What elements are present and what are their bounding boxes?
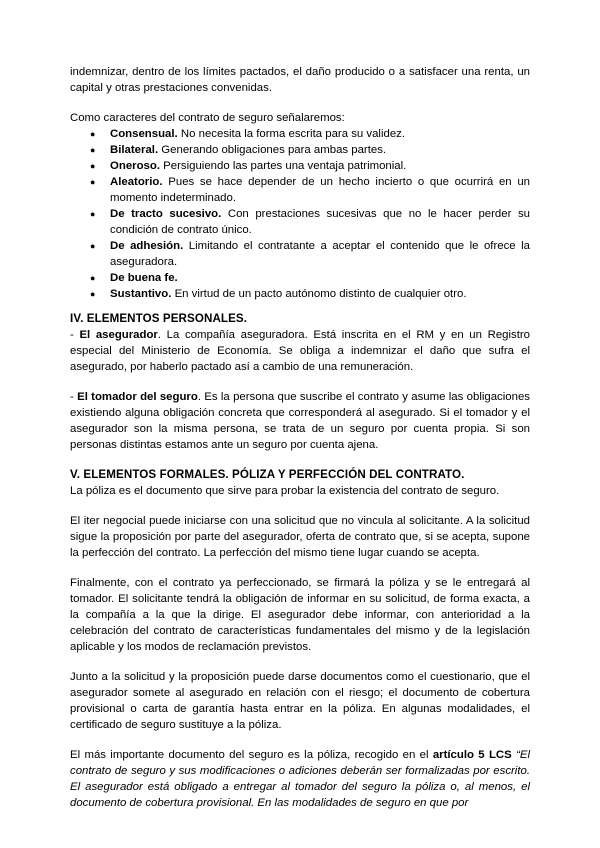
tomador-paragraph — [70, 389, 530, 453]
list-item — [70, 142, 530, 158]
documentos-paragraph: Junto a la solicitud y la proposición puede darse documentos como el cuestionario, que el asegurador somete al asegurado en relación con el riesgo; el documento de cobertura provisional o carta de garantía hasta entrar en la póliza. En algunas modalidades, el certificado de seguro sustituye a la póliza. — [70, 671, 530, 731]
list-item — [70, 286, 530, 302]
item-desc: No necesita la forma escrita para su validez. — [177, 128, 406, 140]
item-desc: Persiguiendo las partes una ventaja patrimonial. — [160, 160, 407, 172]
list-item — [70, 238, 530, 270]
item-desc: Con prestaciones sucesivas que no le hacer perder su condición de contrato único. — [110, 208, 530, 236]
poliza-article-paragraph — [70, 747, 530, 811]
list-item — [70, 206, 530, 238]
document-page — [70, 64, 530, 811]
list-item — [70, 158, 530, 174]
article-reference: artículo 5 LCS — [432, 749, 512, 761]
item-term: Bilateral. — [110, 144, 159, 156]
article-quote: “El contrato de seguro y sus modificaciones o adiciones deberán ser formalizadas por escrito. El asegurador está obligado a entregar al tomador del seguro la póliza o, al menos, el documento de cobertura provisional. En las modalidades de seguro en que por — [70, 749, 530, 809]
item-desc: En virtud de un pacto autónomo distinto de cualquier otro. — [171, 288, 467, 300]
poliza-definition-paragraph: La póliza es el documento que sirve para probar la existencia del contrato de seguro. — [70, 485, 500, 497]
section-heading-formal-elements: V. ELEMENTOS FORMALES. PÓLIZA Y PERFECCIÓN DEL CONTRATO. — [70, 468, 465, 481]
characters-list — [70, 126, 530, 302]
intro-paragraph: indemnizar, dentro de los límites pactados, el daño producido o a satisfacer una renta, un capital y otras prestaciones convenidas. — [70, 66, 530, 94]
list-item — [70, 270, 530, 286]
asegurador-text: . La compañía aseguradora. Está inscrita en el RM y en un Registro especial del Ministerio de Economía. Se obliga a indemnizar el daño que sufra el asegurado, por haberlo pactado así a cambio de una remuneración. — [70, 329, 531, 373]
item-term: Aleatorio. — [110, 176, 163, 188]
item-term: De buena fe. — [110, 272, 178, 284]
item-term: De tracto sucesivo. — [110, 208, 222, 220]
characters-intro: Como caracteres del contrato de seguro señalaremos: — [70, 112, 345, 124]
dash-prefix: - — [70, 391, 78, 403]
list-item — [70, 174, 530, 206]
asegurador-term: El asegurador — [79, 329, 158, 341]
finalmente-paragraph: Finalmente, con el contrato ya perfeccionado, se firmará la póliza y se le entregará al tomador. El solicitante tendrá la obligación de informar en su solicitud, de forma exacta, a la compañía a la que la dirige. El asegurador debe informar, con anterioridad a la celebración del contrato de características fundamentales del mismo y de la legislación aplicable y los modos de reclamación previstos. — [70, 577, 530, 653]
section-heading-personal-elements: IV. ELEMENTOS PERSONALES. — [70, 312, 248, 325]
tomador-term: El tomador del seguro — [77, 391, 198, 403]
item-term: De adhesión. — [110, 240, 184, 252]
item-desc: Generando obligaciones para ambas partes. — [158, 144, 387, 156]
item-term: Consensual. — [110, 128, 178, 140]
item-term: Oneroso. — [110, 160, 161, 172]
item-term: Sustantivo. — [110, 288, 172, 300]
tomador-text: . Es la persona que suscribe el contrato y asume las obligaciones existiendo alguna obligación concreta que corresponderá al asegurado. Si el tomador y el asegurador son la misma persona, se trata de un seguro por cuenta propia. Si son personas distintas estamos ante un seguro por cuenta ajena. — [70, 391, 530, 451]
paragraph-text: El más importante documento del seguro es la póliza, recogido en el — [70, 749, 433, 761]
item-desc: Pues se hace depender de un hecho incierto o que ocurrirá en un momento indeterminado. — [110, 176, 530, 204]
dash-prefix: - — [70, 329, 80, 341]
item-desc: Limitando el contratante a aceptar el contenido que le ofrece la aseguradora. — [110, 240, 530, 268]
list-item — [70, 126, 530, 142]
asegurador-paragraph — [70, 327, 530, 375]
iter-negocial-paragraph: El iter negocial puede iniciarse con una solicitud que no vincula al solicitante. A la solicitud sigue la proposición por parte del asegurador, oferta de contrato que, si se acepta, supone la perfección del contrato. La perfección del mismo tiene lugar cuando se acepta. — [70, 515, 530, 559]
